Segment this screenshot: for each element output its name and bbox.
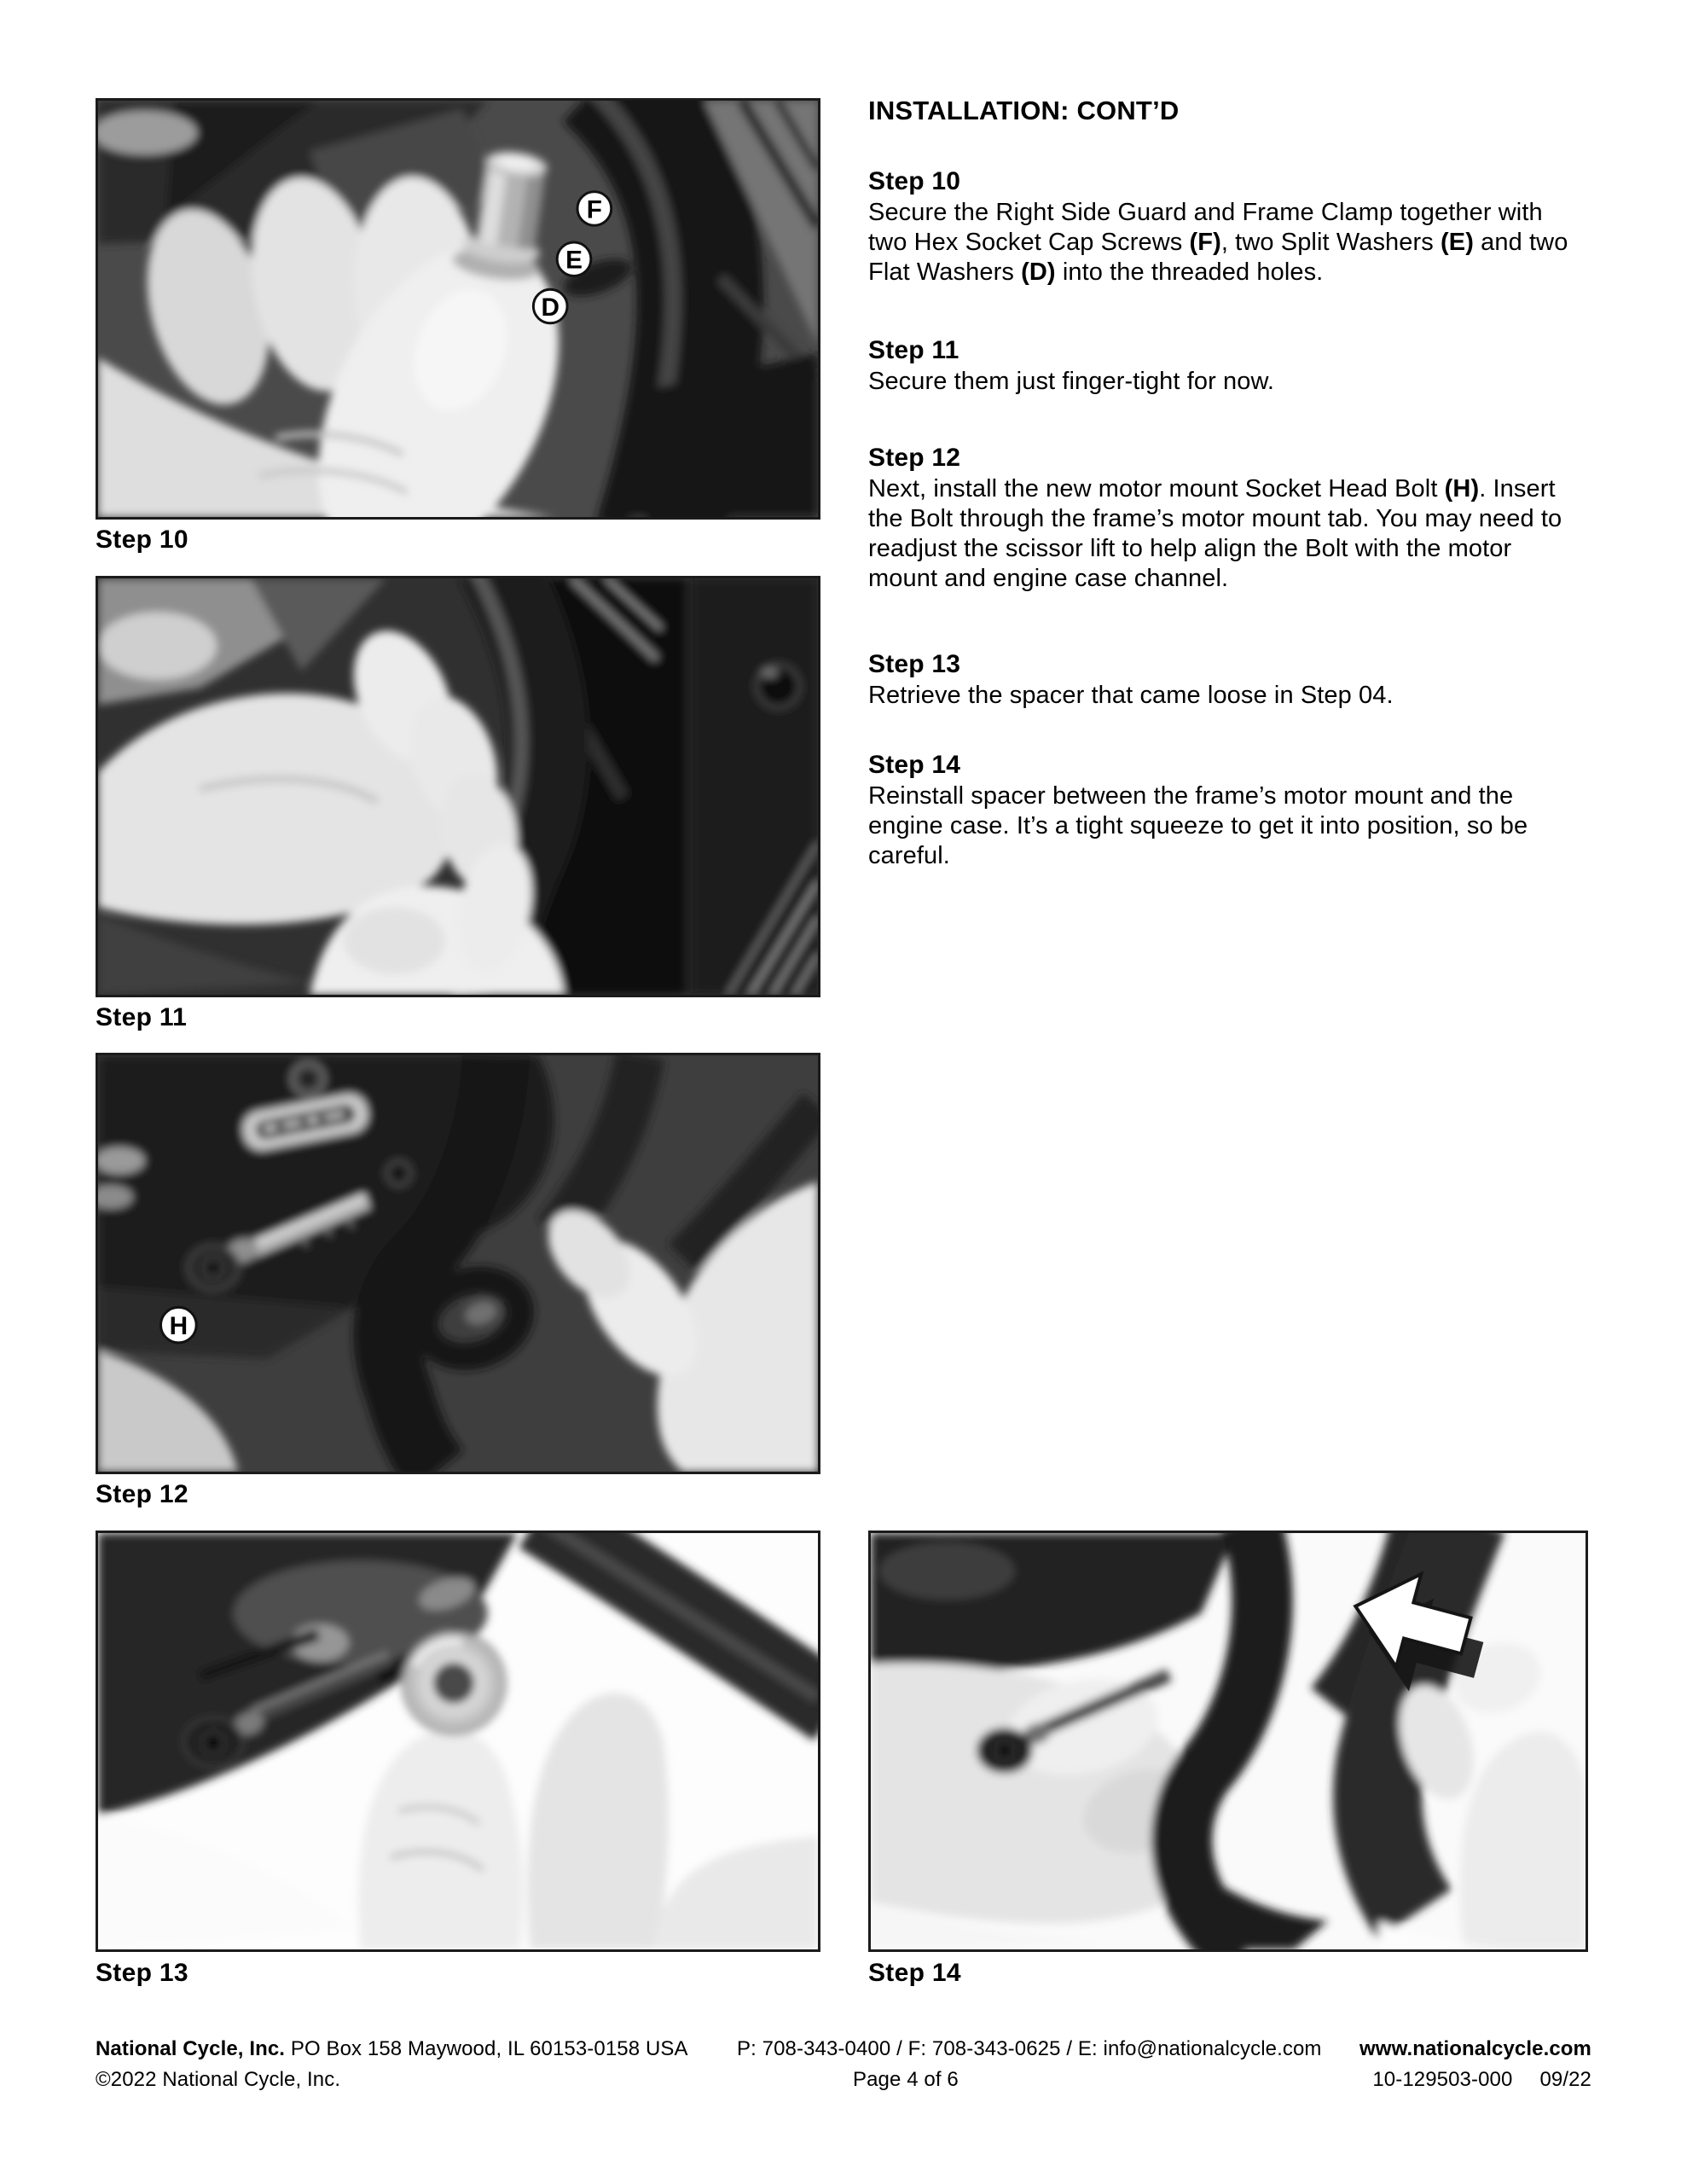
part-label-f — [577, 192, 612, 226]
step-11-title: Step 11 — [868, 336, 959, 364]
photo-caption-step-12: Step 12 — [96, 1480, 188, 1508]
footer-doc-id — [1372, 2068, 1591, 2092]
section-title: INSTALLATION: CONT’D — [868, 96, 1180, 125]
part-label-h-text: H — [169, 1312, 188, 1340]
footer-company-address: PO Box 158 Maywood, IL 60153-0158 USA — [285, 2037, 688, 2060]
part-label-h — [160, 1307, 196, 1342]
photo-step-11 — [96, 576, 820, 997]
photo-scene — [96, 98, 818, 520]
step-10-title: Step 10 — [868, 167, 961, 195]
step-12-title: Step 12 — [868, 444, 961, 472]
part-label-f-text: F — [586, 195, 602, 224]
step-14-title: Step 14 — [868, 751, 961, 779]
footer-company-line — [96, 2037, 688, 2061]
footer-website: www.nationalcycle.com — [1359, 2037, 1591, 2060]
photo-step-10 — [96, 98, 820, 520]
step-11-body: Secure them just finger-tight for now. — [868, 368, 1275, 395]
footer-doc-number: 10-129503-000 — [1372, 2068, 1513, 2091]
photo-caption-step-11: Step 11 — [96, 1003, 188, 1031]
photo-caption-step-10: Step 10 — [96, 526, 188, 554]
step-13-body: Retrieve the spacer that came loose in Step 04. — [868, 682, 1394, 709]
photo-step-14 — [868, 1531, 1588, 1952]
footer-contact-info: P: 708-343-0400 / F: 708-343-0625 / E: info@nationalcycle.com — [737, 2037, 1322, 2060]
step-12-body: Next, install the new motor mount Socket Head Bolt (H). Insert the Bolt through the frame’s motor mount tab. You may need to readjust the scissor lift to help align the Bolt with the motor mount and engine case channel. — [868, 475, 1562, 592]
photo-step-12 — [96, 1053, 820, 1474]
footer-doc-date: 09/22 — [1539, 2068, 1591, 2091]
part-label-e-text: E — [565, 246, 583, 275]
footer-page-number: Page 4 of 6 — [853, 2068, 959, 2091]
photo-caption-step-14: Step 14 — [868, 1959, 961, 1987]
photo-step-13 — [96, 1531, 820, 1952]
step-10-body: Secure the Right Side Guard and Frame Clamp together with two Hex Socket Cap Screws (F), two Split Washers (E) and two Flat Washers (D) into the threaded holes. — [868, 199, 1568, 286]
footer-copyright: ©2022 National Cycle, Inc. — [96, 2068, 341, 2091]
footer-company-name: National Cycle, Inc. — [96, 2037, 286, 2060]
part-label-d-text: D — [541, 293, 559, 322]
radiator — [691, 578, 818, 995]
step-13-title: Step 13 — [868, 650, 961, 678]
step-14-body: Reinstall spacer between the frame’s motor mount and the engine case. It’s a tight squeeze to get it into position, so be careful. — [868, 782, 1528, 869]
part-label-e — [557, 242, 591, 276]
part-label-d — [533, 289, 567, 323]
photo-caption-step-13: Step 13 — [96, 1959, 188, 1987]
